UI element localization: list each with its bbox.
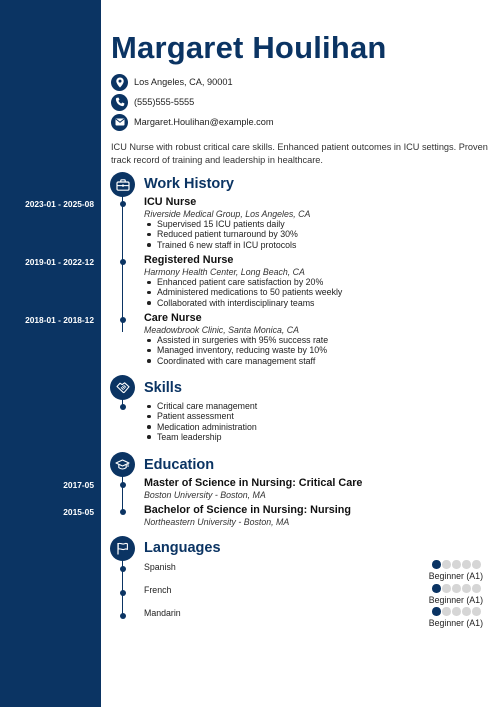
rating-dot-empty (452, 607, 461, 616)
rating-dot-empty (462, 560, 471, 569)
degree-title: Master of Science in Nursing: Critical Care (144, 477, 363, 489)
contact-phone (111, 93, 194, 111)
job-employer: Meadowbrook Clinic, Santa Monica, CA (144, 325, 299, 335)
timeline-dot (120, 404, 126, 410)
sidebar-panel (0, 0, 101, 707)
job-title: Care Nurse (144, 312, 202, 324)
job-date: 2023-01 - 2025-08 (25, 199, 94, 209)
list-item: Reduced patient turnaround by 30% (144, 229, 298, 239)
language-level: Beginner (A1) (428, 571, 483, 581)
job-bullets (144, 335, 328, 366)
rating-dot-filled (432, 560, 441, 569)
job-bullets (144, 219, 298, 250)
education-date: 2017-05 (63, 480, 94, 490)
degree-title: Bachelor of Science in Nursing: Nursing (144, 504, 351, 516)
graduation-cap-icon (110, 452, 135, 477)
work-history-heading: Work History (144, 176, 234, 192)
rating-dot-empty (442, 607, 451, 616)
timeline-dot (120, 259, 126, 265)
list-item: Administered medications to 50 patients weekly (144, 287, 342, 297)
rating-dot-empty (472, 584, 481, 593)
rating-dot-empty (442, 560, 451, 569)
location-pin-icon (111, 74, 128, 91)
timeline-dot (120, 509, 126, 515)
rating-dot-empty (472, 607, 481, 616)
job-date: 2019-01 - 2022-12 (25, 257, 94, 267)
rating-dot-empty (452, 560, 461, 569)
language-name: French (144, 585, 172, 595)
school-name: Northeastern University - Boston, MA (144, 517, 290, 527)
list-item: Critical care management (144, 401, 257, 411)
location-text: Los Angeles, CA, 90001 (134, 77, 233, 87)
language-rating (432, 607, 481, 616)
flag-icon (110, 536, 135, 561)
phone-text: (555)555-5555 (134, 97, 195, 107)
school-name: Boston University - Boston, MA (144, 490, 266, 500)
rating-dot-empty (442, 584, 451, 593)
list-item: Assisted in surgeries with 95% success rate (144, 335, 328, 345)
timeline-dot (120, 566, 126, 572)
list-item: Coordinated with care management staff (144, 356, 328, 366)
job-title: ICU Nurse (144, 196, 197, 208)
list-item: Trained 6 new staff in ICU protocols (144, 240, 298, 250)
rating-dot-empty (462, 607, 471, 616)
job-employer: Harmony Health Center, Long Beach, CA (144, 267, 305, 277)
candidate-name: Margaret Houlihan (111, 30, 387, 65)
handshake-icon (110, 375, 135, 400)
professional-summary: ICU Nurse with robust critical care skills. Enhanced patient outcomes in ICU settings. Proven track record of training and leadership in healthcare. (111, 142, 488, 165)
rating-dot-empty (452, 584, 461, 593)
skills-list (144, 401, 257, 442)
list-item: Medication administration (144, 422, 257, 432)
language-name: Mandarin (144, 608, 181, 618)
timeline-dot (120, 317, 126, 323)
timeline-dot (120, 590, 126, 596)
language-rating (432, 560, 481, 569)
rating-dot-empty (472, 560, 481, 569)
education-heading: Education (144, 457, 215, 473)
job-bullets (144, 277, 342, 308)
list-item: Team leadership (144, 432, 257, 442)
briefcase-icon (110, 172, 135, 197)
phone-icon (111, 94, 128, 111)
list-item: Enhanced patient care satisfaction by 20% (144, 277, 342, 287)
list-item: Managed inventory, reducing waste by 10% (144, 345, 328, 355)
contact-email (111, 113, 274, 131)
education-date: 2015-05 (63, 507, 94, 517)
list-item: Supervised 15 ICU patients daily (144, 219, 298, 229)
envelope-icon (111, 114, 128, 131)
language-name: Spanish (144, 562, 176, 572)
job-title: Registered Nurse (144, 254, 234, 266)
list-item: Patient assessment (144, 411, 257, 421)
rating-dot-filled (432, 607, 441, 616)
contact-location (111, 73, 233, 91)
language-level: Beginner (A1) (428, 595, 483, 605)
timeline-dot (120, 201, 126, 207)
timeline-dot (120, 482, 126, 488)
skills-heading: Skills (144, 380, 182, 396)
email-text[interactable]: Margaret.Houlihan@example.com (134, 117, 274, 127)
language-rating (432, 584, 481, 593)
rating-dot-filled (432, 584, 441, 593)
timeline-dot (120, 613, 126, 619)
list-item: Collaborated with interdisciplinary teams (144, 298, 342, 308)
language-level: Beginner (A1) (428, 618, 483, 628)
job-employer: Riverside Medical Group, Los Angeles, CA (144, 209, 311, 219)
rating-dot-empty (462, 584, 471, 593)
job-date: 2018-01 - 2018-12 (25, 315, 94, 325)
resume-main (25, 0, 500, 707)
languages-heading: Languages (144, 540, 221, 556)
